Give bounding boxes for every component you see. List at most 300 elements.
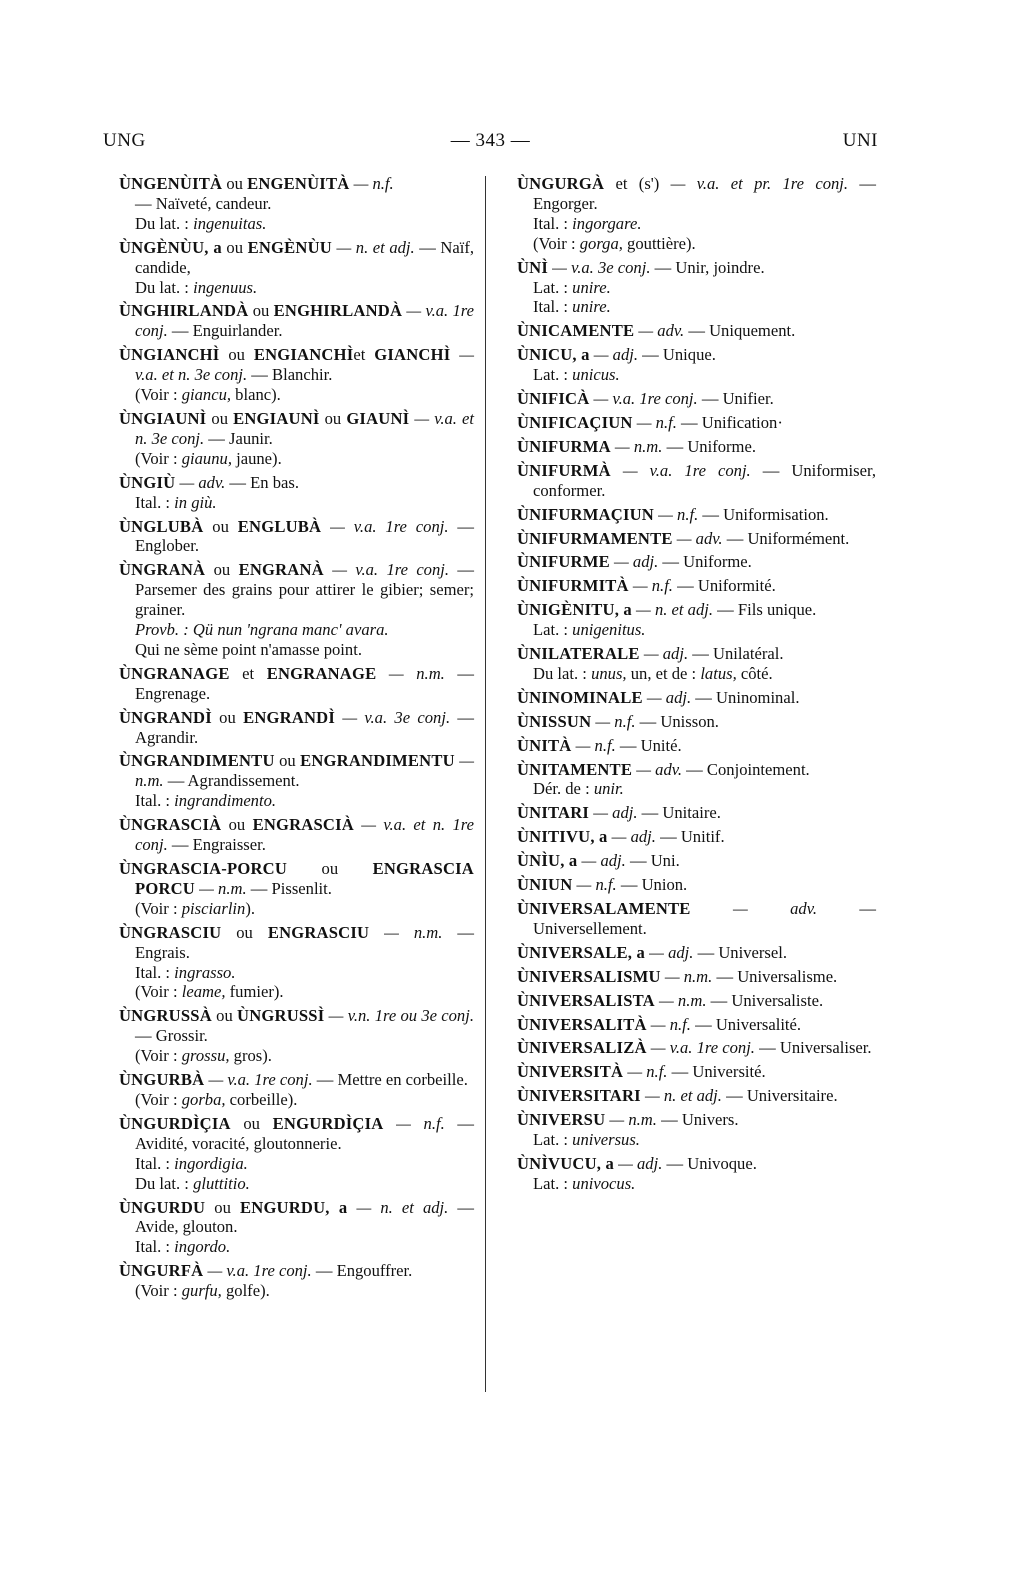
definition: — Universalisme.: [712, 966, 838, 986]
definition: — Agrandissement.: [163, 771, 300, 791]
headword: ÙNGRUSSÀ: [119, 1006, 212, 1026]
italic-term: ingorgare.: [572, 213, 642, 233]
dictionary-entry: [517, 437, 876, 457]
dictionary-entry: [517, 529, 876, 549]
dictionary-entry: [119, 923, 474, 1003]
headword: ÙNIFURMAÇIUN: [517, 504, 654, 524]
part-of-speech: — adv.: [175, 472, 226, 492]
italic-term: leame,: [181, 982, 226, 1002]
dictionary-entry: [517, 851, 876, 871]
headword: ÙNGURDU: [119, 1197, 206, 1217]
part-of-speech: — n.f.: [623, 1062, 668, 1082]
definition: — Avide, glouton.: [135, 1197, 475, 1237]
dictionary-entry: [517, 1110, 876, 1150]
headword: ÙNIFURMAMENTE: [517, 528, 673, 548]
part-of-speech: — n.f.: [632, 412, 677, 432]
entry-note-line: [135, 1046, 474, 1066]
definition: — Univoque.: [662, 1153, 757, 1173]
headword: ÙNGRASCIÀ: [119, 815, 222, 835]
italic-term: grossu,: [181, 1046, 230, 1066]
dictionary-entry: [517, 991, 876, 1011]
connector: ou: [203, 516, 238, 536]
italic-term: ingordo.: [174, 1237, 231, 1257]
variant-headword: ENGHIRLANDÀ: [273, 301, 403, 321]
part-of-speech: — adj.: [642, 687, 692, 707]
headword: ÙNICU, a: [517, 345, 590, 365]
definition: — Univers.: [656, 1110, 739, 1130]
dictionary-entry: [517, 827, 876, 847]
italic-term: unire.: [572, 297, 611, 317]
dictionary-entry: [119, 1198, 474, 1258]
entry-note-line: [533, 297, 876, 317]
headword: ÙNIGÈNITU, a: [517, 600, 632, 620]
note-text: Ital. :: [135, 791, 175, 811]
header-left-guideword: UNG: [103, 130, 146, 151]
headword: ÙNGRANAGE: [119, 663, 230, 683]
italic-term: universus.: [572, 1130, 640, 1150]
definition: — Engorger.: [533, 174, 876, 213]
definition: — Uniformément.: [722, 528, 850, 548]
entry-note-line: [135, 385, 474, 405]
definition: — Unir, joindre.: [650, 257, 765, 277]
dictionary-entry: [119, 301, 474, 341]
note-text: Lat. :: [533, 277, 573, 297]
dictionary-entry: [517, 943, 876, 963]
variant-headword: ENGRANAGE: [266, 663, 377, 683]
part-of-speech: — n. et adj.: [631, 600, 714, 620]
headword: ÙNIFICAÇIUN: [517, 412, 633, 432]
italic-term: ingrandimento.: [174, 791, 277, 811]
note-text: (Voir :: [135, 385, 182, 405]
part-of-speech: — n.m.: [610, 436, 663, 456]
part-of-speech: — v.a. et n. 3e conj.: [135, 408, 475, 448]
entry-note-line: [533, 664, 876, 684]
definition: — Uniforme.: [658, 552, 752, 572]
note-text: Ital. :: [533, 297, 573, 317]
dictionary-entry: [517, 576, 876, 596]
dictionary-entry: [119, 708, 474, 748]
entry-note-line: [135, 620, 474, 640]
left-column: [119, 174, 474, 1305]
variant-headword: ENGIANCHÌ: [253, 345, 354, 365]
italic-term: pisciarlin: [181, 898, 246, 918]
note-text: Lat. :: [533, 1130, 573, 1150]
dictionary-entry: [119, 1114, 474, 1194]
part-of-speech: — adj.: [609, 552, 659, 572]
connector: ou: [211, 1006, 238, 1026]
italic-term: giancu,: [181, 385, 232, 405]
entry-note-line: [135, 449, 474, 469]
dictionary-entry: [517, 736, 876, 756]
definition: — Engouffrer.: [311, 1261, 413, 1281]
entry-note-line: [533, 214, 876, 234]
dictionary-entry: [119, 664, 474, 704]
part-of-speech: — adj.: [589, 345, 638, 365]
variant-headword: ENGÈNÙU: [247, 237, 332, 257]
headword: ÙNGÈNÙU, a: [119, 237, 222, 257]
dictionary-entry: [119, 345, 474, 405]
definition: — Blanchir.: [247, 365, 333, 385]
headword: ÙNGIÙ: [119, 472, 176, 492]
part-of-speech: — n.m.: [376, 663, 445, 683]
part-of-speech: — adj.: [613, 1153, 663, 1173]
part-of-speech: — adj.: [607, 827, 656, 847]
dictionary-entry: [517, 258, 876, 318]
italic-term: gurfu,: [181, 1281, 222, 1301]
part-of-speech: — n. et adj.: [640, 1086, 722, 1106]
connector: ou: [319, 408, 347, 428]
headword: ÙNITÀ: [517, 735, 572, 755]
note-text: gouttière).: [622, 233, 696, 253]
part-of-speech: — adv.: [634, 321, 685, 341]
part-of-speech: — adj.: [645, 942, 694, 962]
headword: ÙNIFURME: [517, 552, 610, 572]
part-of-speech: — n.m.: [369, 922, 443, 942]
part-of-speech: — n. et adj.: [347, 1197, 449, 1217]
definition: — Uni.: [625, 851, 680, 871]
column-divider: [485, 176, 486, 1392]
definition: — Agrandir.: [135, 707, 474, 747]
definition: — Jaunir.: [204, 428, 273, 448]
note-text: (Voir :: [533, 233, 580, 253]
page-number: — 343 —: [450, 130, 531, 151]
dictionary-entry: [517, 803, 876, 823]
variant-headword: ENGRASCIU: [267, 922, 370, 942]
variant-headword: ENGRANÀ: [238, 560, 324, 580]
note-text: Qui ne sème point n'amasse point.: [135, 639, 362, 659]
variant-headword: GIAUNÌ: [346, 408, 410, 428]
dictionary-entry: [517, 760, 876, 800]
headword: ÙNGLUBÀ: [119, 516, 204, 536]
italic-term: ingenuitas.: [193, 213, 267, 233]
entry-note-line: [135, 194, 474, 214]
note-text: (Voir :: [135, 1046, 182, 1066]
dictionary-entry: [517, 389, 876, 409]
headword: ÙNGIANCHÌ: [119, 345, 220, 365]
part-of-speech: — adv.: [632, 759, 683, 779]
headword: ÙNINOMINALE: [517, 687, 643, 707]
dictionary-entry: [517, 552, 876, 572]
headword: ÙNGENÙITÀ: [119, 174, 223, 193]
part-of-speech: — n.f.: [591, 711, 636, 731]
definition: — Uniformiser, conformer.: [533, 460, 876, 500]
italic-term: unicus.: [572, 365, 620, 385]
italic-term: Provb. : Qü nun 'ngrana manc' avara.: [135, 620, 389, 640]
note-text: (Voir :: [135, 898, 182, 918]
italic-term: unire.: [572, 277, 611, 297]
part-of-speech: — v.a. 1re conj.: [589, 389, 698, 409]
entry-note-line: [135, 963, 474, 983]
headword: ÙNIFICÀ: [517, 389, 590, 409]
connector: ou: [206, 408, 234, 428]
dictionary-entry: [517, 1154, 876, 1194]
definition: — Universel.: [693, 942, 787, 962]
headword: ÙNGURBÀ: [119, 1070, 205, 1090]
note-text: fumier).: [225, 982, 284, 1002]
headword: ÙNIFURMÀ: [517, 460, 611, 480]
part-of-speech: — n.f.: [572, 875, 617, 895]
part-of-speech: — adv.: [672, 528, 723, 548]
note-text: Ital. :: [533, 213, 573, 233]
headword: ÙNIVERSALE, a: [517, 942, 646, 962]
note-text: côté.: [736, 663, 773, 683]
dictionary-entry: [517, 461, 876, 501]
connector: ou: [230, 1113, 273, 1133]
connector: ou: [205, 1197, 240, 1217]
note-text: Ital. :: [135, 962, 175, 982]
entry-note-line: [135, 493, 474, 513]
definition: — Universitaire.: [721, 1086, 838, 1106]
dictionary-entry: [517, 967, 876, 987]
definition: — Avidité, voracité, gloutonnerie.: [135, 1113, 474, 1153]
part-of-speech: — n.m.: [605, 1110, 657, 1130]
dictionary-entry: [119, 1006, 474, 1066]
headword: ÙNGRANDÌ: [119, 707, 212, 727]
variant-headword: ENGRASCIA PORCU: [135, 859, 474, 898]
headword: ÙNITIVU, a: [517, 827, 608, 847]
part-of-speech: — n.m.: [654, 990, 707, 1010]
note-text: jaune).: [231, 448, 282, 468]
part-of-speech: — n.f.: [571, 735, 616, 755]
part-of-speech: — v.a. 1re conj.: [203, 1261, 312, 1281]
variant-headword: ENGURDÌÇIA: [272, 1113, 384, 1133]
part-of-speech: — v.a. 3e conj.: [548, 257, 651, 277]
connector: ou: [221, 922, 268, 942]
entry-note-line: [533, 620, 876, 640]
definition: — Universaliser.: [754, 1038, 872, 1058]
headword: ÙNIVERSALITÀ: [517, 1014, 647, 1034]
italic-term: unir.: [593, 779, 624, 799]
note-text: blanc).: [231, 385, 281, 405]
part-of-speech: — v.a. 1re conj.: [135, 301, 475, 341]
dictionary-entry: [517, 899, 876, 939]
variant-headword: ÙNGRUSSÌ: [237, 1006, 325, 1026]
headword: ÙNITAMENTE: [517, 759, 633, 779]
part-of-speech: — n.f.: [628, 576, 673, 596]
connector: ou: [221, 815, 253, 835]
dictionary-entry: [517, 174, 876, 254]
note-text: Du lat. :: [135, 277, 194, 297]
headword: ÙNIFURMA: [517, 436, 611, 456]
headword: ÙNICAMENTE: [517, 321, 635, 341]
connector: et: [229, 663, 267, 683]
entry-note-line: [533, 779, 876, 799]
entry-note-line: [135, 791, 474, 811]
connector: ou: [248, 301, 274, 321]
connector: ou: [219, 345, 254, 365]
part-of-speech: — v.a. 3e conj.: [335, 707, 451, 727]
part-of-speech: — n.f.: [349, 174, 394, 193]
italic-term: gorga,: [579, 233, 623, 253]
part-of-speech: — n.f.: [646, 1014, 691, 1034]
dictionary-entry: [119, 517, 474, 557]
variant-headword: ENGRANDIMENTU: [300, 751, 455, 771]
definition: — Englober.: [135, 516, 475, 556]
part-of-speech: — n.m.: [135, 751, 474, 791]
part-of-speech: — v.n. 1re ou 3e conj.: [324, 1006, 474, 1026]
headword: ÙNIVERSITÀ: [517, 1062, 624, 1082]
note-text: Ital. :: [135, 1237, 175, 1257]
headword: ÙNIVERSITARI: [517, 1086, 641, 1106]
italic-term: giaunu,: [181, 448, 232, 468]
definition: — Unification·: [676, 412, 783, 432]
definition: — Uniforme.: [662, 436, 756, 456]
definition: — Universellement.: [533, 899, 876, 938]
entry-note-line: [533, 234, 876, 254]
definition: — Universaliste.: [706, 990, 824, 1010]
headword: ÙNGRASCIA-PORCU: [119, 859, 288, 878]
definition: — Unilatéral.: [688, 644, 784, 664]
right-column: [517, 174, 876, 1198]
italic-term: unus,: [591, 663, 627, 683]
note-text: golfe).: [221, 1281, 270, 1301]
running-header: [103, 130, 878, 160]
headword: ÙNÌVUCU, a: [517, 1153, 614, 1173]
definition: — Grossir.: [135, 1026, 208, 1046]
variant-headword: ENGLUBÀ: [237, 516, 322, 536]
dictionary-entry: [119, 1261, 474, 1301]
entry-note-line: [135, 1174, 474, 1194]
dictionary-entry: [119, 409, 474, 469]
headword: ÙNGIAUNÌ: [119, 408, 207, 428]
note-text: (Voir :: [135, 448, 182, 468]
note-text: Lat. :: [533, 365, 573, 385]
part-of-speech: — adj.: [577, 851, 626, 871]
definition: — En bas.: [225, 472, 300, 492]
headword: ÙNILATERALE: [517, 644, 640, 664]
entry-note-line: [533, 278, 876, 298]
dictionary-entry: [517, 321, 876, 341]
italic-term: latus,: [700, 663, 737, 683]
part-of-speech: — v.a. 1re conj.: [646, 1038, 755, 1058]
headword: ÙNIFURMITÀ: [517, 576, 629, 596]
part-of-speech: — adj.: [639, 644, 689, 664]
dictionary-entry: [119, 174, 474, 234]
italic-term: univocus.: [572, 1173, 636, 1193]
note-text: Du lat. :: [135, 213, 194, 233]
headword: ÙNGURDÌÇIA: [119, 1113, 231, 1133]
note-text: gros).: [229, 1046, 272, 1066]
dictionary-entry: [517, 1086, 876, 1106]
definition: — Enguirlander.: [167, 321, 283, 341]
part-of-speech: — adj.: [589, 803, 638, 823]
headword: ÙNISSUN: [517, 711, 592, 731]
definition: — Engrenage.: [135, 663, 474, 703]
note-text: (Voir :: [135, 982, 182, 1002]
headword: ÙNGRASCIU: [119, 922, 222, 942]
entry-note-line: [533, 1130, 876, 1150]
note-text: Ital. :: [135, 1153, 175, 1173]
part-of-speech: — n.f.: [383, 1113, 445, 1133]
note-text: corbeille).: [225, 1089, 298, 1109]
definition: — Engrais.: [135, 922, 475, 962]
header-right-guideword: UNI: [842, 130, 878, 151]
headword: ÙNGURFÀ: [119, 1261, 204, 1281]
definition: — Uniformisation.: [698, 504, 829, 524]
note-text: Dér. de :: [533, 779, 594, 799]
variant-headword: ENGIAUNÌ: [233, 408, 320, 428]
definition: — Unique.: [638, 345, 716, 365]
definition: — Fils unique.: [713, 600, 817, 620]
entry-note-line: [533, 1174, 876, 1194]
headword: ÙNIVERSALISTA: [517, 990, 655, 1010]
definition: — Unifier.: [697, 389, 774, 409]
note-text: (Voir :: [135, 1089, 182, 1109]
entry-note-line: [135, 1154, 474, 1174]
headword: ÙNGHIRLANDÀ: [119, 301, 249, 321]
variant-headword: ENGRANDÌ: [243, 707, 336, 727]
part-of-speech: — n.f.: [653, 504, 699, 524]
italic-term: ingenuus.: [193, 277, 258, 297]
part-of-speech: — v.a. 1re conj.: [321, 516, 449, 536]
dictionary-entry: [119, 815, 474, 855]
italic-term: gorba,: [181, 1089, 226, 1109]
definition: — Uniformité.: [672, 576, 776, 596]
headword: ÙNGRANDIMENTU: [119, 751, 275, 771]
definition: — Mettre en corbeille.: [312, 1070, 468, 1090]
part-of-speech: — adv.: [690, 899, 817, 918]
dictionary-entry: [517, 688, 876, 708]
headword: ÙNITARI: [517, 803, 590, 823]
definition: — Naïf, candide,: [135, 237, 475, 277]
definition: — Unitaire.: [637, 803, 721, 823]
connector: ou: [205, 560, 239, 580]
dictionary-entry: [517, 875, 876, 895]
headword: ÙNIVERSALIZÀ: [517, 1038, 647, 1058]
italic-term: ingrasso.: [174, 962, 236, 982]
part-of-speech: — v.a. et n. 3e conj.: [135, 345, 475, 385]
variant-headword: ENGURDU, a: [240, 1197, 348, 1217]
dictionary-entry: [517, 413, 876, 433]
entry-note-line: [135, 1237, 474, 1257]
entry-note-line: [135, 899, 474, 919]
part-of-speech: — v.a. et n. 1re conj.: [135, 815, 475, 855]
headword: ÙNIVERSALAMENTE: [517, 899, 691, 918]
dictionary-entry: [119, 859, 474, 919]
note-text: Lat. :: [533, 1173, 573, 1193]
note-text: Du lat. :: [135, 1173, 194, 1193]
headword: ÙNIVERSALISMU: [517, 966, 661, 986]
definition: — Unisson.: [635, 711, 719, 731]
dictionary-entry: [517, 600, 876, 640]
dictionary-entry: [517, 1038, 876, 1058]
dictionary-entry: [517, 505, 876, 525]
part-of-speech: — v.a. et pr. 1re conj.: [659, 174, 849, 193]
definition: — Universalité.: [690, 1014, 802, 1034]
entry-note-line: [135, 640, 474, 660]
entry-note-line: [135, 1281, 474, 1301]
headword: ÙNGRANÀ: [119, 560, 206, 580]
dictionary-entry: [517, 644, 876, 684]
definition: — Uninominal.: [691, 687, 800, 707]
entry-note-line: [135, 278, 474, 298]
part-of-speech: — v.a. 1re conj.: [610, 460, 751, 480]
variant-headword: ENGENÙITÀ: [247, 174, 350, 193]
note-text: Du lat. :: [533, 663, 592, 683]
part-of-speech: — n.m.: [195, 878, 247, 898]
definition: — Engraisser.: [167, 835, 266, 855]
entry-note-line: [135, 214, 474, 234]
connector: et (s'): [604, 174, 660, 193]
connector: et: [353, 345, 375, 365]
connector: ou: [287, 859, 373, 878]
headword: ÙNÌ: [517, 257, 549, 277]
italic-term: in giù.: [174, 492, 217, 512]
dictionary-entry: [517, 345, 876, 385]
definition: — Unitif.: [655, 827, 725, 847]
dictionary-entry: [119, 751, 474, 811]
note-text: Ital. :: [135, 492, 175, 512]
